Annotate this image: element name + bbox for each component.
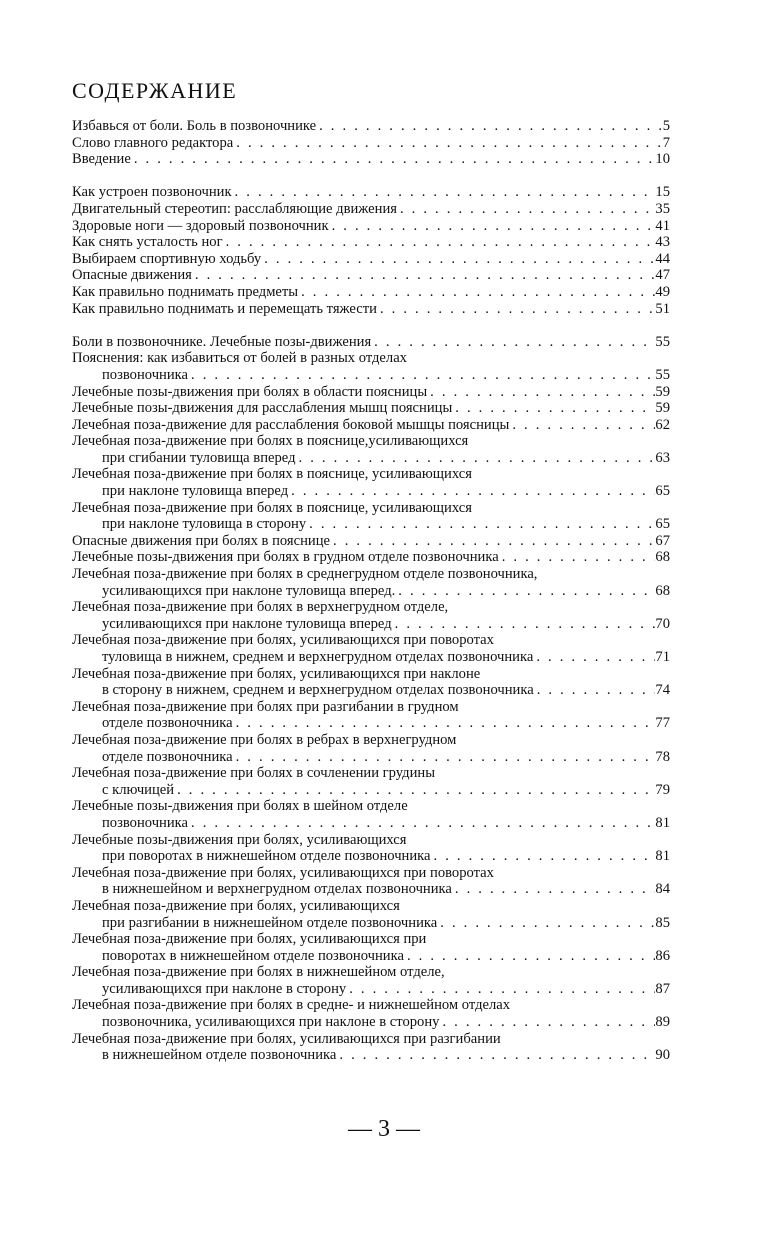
toc-page-number: 74	[655, 682, 670, 699]
dot-leader	[427, 384, 655, 401]
toc-page-number: 43	[655, 234, 670, 251]
toc-entry-title: Лечебная поза-движение при болях в средне- и нижнешейном отделах	[72, 997, 511, 1014]
toc-page-number: 81	[655, 848, 670, 865]
toc-group	[72, 334, 670, 1064]
dot-leader	[188, 367, 655, 384]
dot-leader	[188, 815, 655, 832]
dot-leader	[346, 981, 655, 998]
toc-entry-title: Лечебная поза-движение при болях, усиливающихся	[72, 897, 400, 914]
toc-page-number: 5	[662, 118, 670, 134]
toc-page-number: 81	[655, 814, 670, 831]
toc-entry	[72, 549, 670, 566]
toc-entry-continuation: в нижнешейном отделе позвоночника	[102, 1047, 337, 1064]
dot-leader	[397, 201, 655, 218]
dot-leader	[395, 583, 655, 600]
toc-entry	[72, 964, 670, 997]
toc-page-number: 84	[655, 881, 670, 898]
toc-page-number: 67	[655, 532, 670, 549]
toc-entry-continuation: отделе позвоночника	[102, 715, 233, 732]
toc-entry-title: Как правильно поднимать и перемещать тяжести	[72, 300, 377, 317]
toc-page-number: 55	[655, 366, 670, 383]
toc-entry	[72, 135, 670, 152]
toc-entry	[72, 400, 670, 417]
dot-leader	[329, 218, 656, 235]
toc-entry-continuation: туловища в нижнем, среднем и верхнегрудном отделах позвоночника	[102, 649, 534, 665]
toc-page-number: 15	[655, 184, 670, 201]
toc-entry-continuation: позвоночника	[102, 366, 188, 383]
toc-entry-title: Лечебная поза-движение при болях, усиливающихся при поворотах	[72, 864, 494, 881]
toc-entry-continuation: при наклоне туловища в сторону	[102, 516, 307, 533]
page-number: — 3 —	[348, 1116, 420, 1142]
toc-page-number: 86	[655, 947, 670, 964]
toc-page-number: 44	[655, 250, 670, 267]
toc-entry	[72, 184, 670, 201]
toc-entry	[72, 384, 670, 401]
toc-entry-title: Лечебная поза-движение при болях, усиливающихся при поворотах	[72, 632, 494, 649]
toc-page-number: 49	[655, 283, 670, 300]
toc-entry	[72, 417, 670, 434]
toc-entry-title: Лечебная поза-движение при болях, усиливающихся при разгибании	[72, 1030, 501, 1047]
toc-page-number: 89	[655, 1014, 670, 1031]
dot-leader	[288, 483, 655, 500]
toc-entry	[72, 765, 670, 798]
toc-entry-continuation: при поворотах в нижнешейном отделе позвоночника	[102, 848, 431, 865]
dot-leader	[296, 450, 656, 467]
dot-leader	[336, 1047, 655, 1064]
dot-leader	[232, 184, 656, 201]
toc-page-number: 70	[655, 615, 670, 632]
dot-leader	[371, 334, 655, 351]
toc-entry	[72, 500, 670, 533]
toc-entry-title: Лечебная поза-движение при болях в верхнегрудном отделе,	[72, 599, 449, 616]
toc-page-number: 7	[662, 134, 670, 151]
toc-entry	[72, 433, 670, 466]
toc-entry-title: Лечебная поза-движение при болях в среднегрудном отделе позвоночника,	[72, 566, 538, 583]
toc-entry	[72, 599, 670, 632]
dot-leader	[534, 682, 656, 699]
toc-entry	[72, 798, 670, 831]
toc-entry	[72, 301, 670, 318]
dot-leader	[131, 151, 656, 168]
dot-leader	[261, 251, 655, 268]
toc-entry-title: Двигательный стереотип: расслабляющие движения	[72, 200, 397, 217]
toc-entry	[72, 699, 670, 732]
dot-leader	[174, 782, 655, 799]
toc-entry	[72, 251, 670, 268]
toc-entry	[72, 997, 670, 1030]
toc-entry-title: Лечебная поза-движение при болях в пояснице, усиливающихся	[72, 466, 472, 483]
toc-entry-title: Лечебная поза-движение для расслабления боковой мышцы поясницы	[72, 416, 510, 433]
toc-entry-title: Как правильно поднимать предметы	[72, 283, 299, 300]
toc-entry-title: Опасные движения при болях в пояснице	[72, 532, 331, 549]
toc-entry-continuation: усиливающихся при наклоне в сторону	[102, 980, 347, 997]
dot-leader	[377, 301, 655, 318]
toc-entry	[72, 118, 670, 135]
dot-leader	[499, 549, 656, 566]
toc-entry-continuation: позвоночника	[102, 814, 188, 831]
toc-group	[72, 184, 670, 317]
toc-page-number: 68	[655, 549, 670, 566]
toc-entry-continuation: с ключицей	[102, 781, 175, 798]
toc-page-number: 47	[655, 267, 670, 284]
dot-leader	[330, 533, 655, 550]
toc-entry-title: Боли в позвоночнике. Лечебные позы-движения	[72, 333, 372, 350]
toc-entry-continuation: поворотах в нижнешейном отделе позвоночника	[102, 947, 404, 964]
toc-entry-continuation: в сторону в нижнем, среднем и верхнегрудном отделах позвоночника	[102, 682, 534, 699]
toc-page-number: 10	[655, 151, 670, 168]
dot-leader	[233, 749, 656, 766]
toc-entry	[72, 533, 670, 550]
toc-page-number: 77	[655, 715, 670, 732]
toc-entry-title: Опасные движения	[72, 267, 192, 284]
toc-page-number: 41	[655, 217, 670, 234]
page-title: СОДЕРЖАНИЕ	[72, 78, 238, 103]
dot-leader	[192, 267, 656, 284]
toc-page-number: 59	[655, 383, 670, 400]
toc-entry	[72, 218, 670, 235]
toc-entry-title: Слово главного редактора	[72, 134, 234, 151]
dot-leader	[509, 417, 655, 434]
dot-leader	[452, 400, 655, 417]
toc-entry	[72, 1031, 670, 1064]
dot-leader	[439, 1014, 655, 1031]
toc-entry	[72, 201, 670, 218]
toc-page-number: 35	[655, 200, 670, 217]
toc-entry	[72, 151, 670, 168]
toc-page-number: 78	[655, 748, 670, 765]
toc-entry-title: Лечебные позы-движения при болях, усиливающихся	[72, 831, 407, 848]
toc-entry	[72, 632, 670, 665]
dot-leader	[233, 135, 662, 152]
dot-leader	[392, 616, 656, 633]
toc-entry	[72, 832, 670, 865]
toc-page-number: 65	[655, 483, 670, 500]
dot-leader	[306, 516, 655, 533]
toc-entry-title: Лечебная поза-движение при болях в пояснице,усиливающихся	[72, 433, 469, 450]
toc-page-number: 79	[655, 781, 670, 798]
toc-entry	[72, 284, 670, 301]
toc-page-number: 63	[655, 449, 670, 466]
toc-entry	[72, 334, 670, 351]
toc-entry-title: Лечебная поза-движение при болях в ребрах в верхнегрудном	[72, 731, 457, 748]
toc-entry-title: Лечебная поза-движение при болях, усиливающихся при	[72, 931, 427, 948]
toc-entry	[72, 898, 670, 931]
toc-entry-continuation: при наклоне туловища вперед	[102, 483, 289, 500]
dot-leader	[223, 234, 656, 251]
toc-page-number: 51	[655, 300, 670, 317]
toc-entry-title: Лечебная поза-движение при болях в нижнешейном отделе,	[72, 964, 445, 981]
toc-entry-title: Лечебная поза-движение при болях, усиливающихся при наклоне	[72, 665, 481, 682]
toc-entry-title: Избавься от боли. Боль в позвоночнике	[72, 118, 317, 134]
toc-page-number: 85	[655, 914, 670, 931]
toc-entry	[72, 267, 670, 284]
toc-page-number: 62	[655, 416, 670, 433]
dot-leader	[452, 881, 656, 898]
dot-leader	[533, 649, 655, 666]
toc-entry-continuation: отделе позвоночника	[102, 748, 233, 765]
toc-entry-title: Как устроен позвоночник	[72, 184, 232, 201]
toc-entry	[72, 466, 670, 499]
toc-entry	[72, 931, 670, 964]
toc-entry	[72, 666, 670, 699]
toc-entry-continuation: позвоночника, усиливающихся при наклоне в сторону	[102, 1014, 440, 1031]
toc-entry-title: Введение	[72, 151, 131, 168]
dot-leader	[404, 948, 655, 965]
toc-entry-title: Лечебные позы-движения при болях в грудном отделе позвоночника	[72, 549, 499, 566]
dot-leader	[298, 284, 655, 301]
toc-entry	[72, 234, 670, 251]
toc-entry-title: Лечебные позы-движения при болях в шейном отделе	[72, 798, 408, 815]
dot-leader	[233, 715, 656, 732]
toc-entry-continuation: усиливающихся при наклоне туловища вперед	[102, 615, 392, 632]
toc-page-number: 90	[655, 1047, 670, 1064]
toc-entry-continuation: в нижнешейном и верхнегрудном отделах позвоночника	[102, 881, 452, 898]
dot-leader	[437, 915, 655, 932]
toc-entry-title: Выбираем спортивную ходьбу	[72, 250, 262, 267]
toc-entry-title: Лечебные позы-движения для расслабления мышц поясницы	[72, 400, 453, 417]
toc-entry-title: Лечебная поза-движение при болях в сочленении грудины	[72, 765, 436, 782]
toc-entry	[72, 350, 670, 383]
toc-page-number: 55	[655, 333, 670, 350]
toc-entry-continuation: при сгибании туловища вперед	[102, 449, 296, 466]
toc-entry	[72, 865, 670, 898]
dot-leader	[316, 118, 663, 135]
toc-entry-title: Лечебные позы-движения при болях в области поясницы	[72, 383, 428, 400]
toc-entry-title: Здоровые ноги — здоровый позвоночник	[72, 217, 329, 234]
toc-entry	[72, 566, 670, 599]
toc-page-number: 71	[655, 649, 670, 665]
toc-page-number: 59	[655, 400, 670, 417]
toc-page-number: 68	[655, 582, 670, 599]
toc-entry	[72, 732, 670, 765]
toc-page-number: 65	[655, 516, 670, 533]
toc-entry-title: Лечебная поза-движение при болях при разгибании в грудном	[72, 698, 459, 715]
toc-entry-title: Пояснения: как избавиться от болей в разных отделах	[72, 350, 407, 367]
toc-entry-title: Лечебная поза-движение при болях в пояснице, усиливающихся	[72, 499, 472, 516]
toc-entry-continuation: при разгибании в нижнешейном отделе позвоночника	[102, 914, 438, 931]
dot-leader	[431, 848, 656, 865]
toc-entry-title: Как снять усталость ног	[72, 234, 223, 251]
toc-entry-continuation: усиливающихся при наклоне туловища вперед.	[102, 582, 396, 599]
toc-group	[72, 118, 670, 168]
table-of-contents	[72, 118, 670, 1064]
toc-page-number: 87	[655, 980, 670, 997]
